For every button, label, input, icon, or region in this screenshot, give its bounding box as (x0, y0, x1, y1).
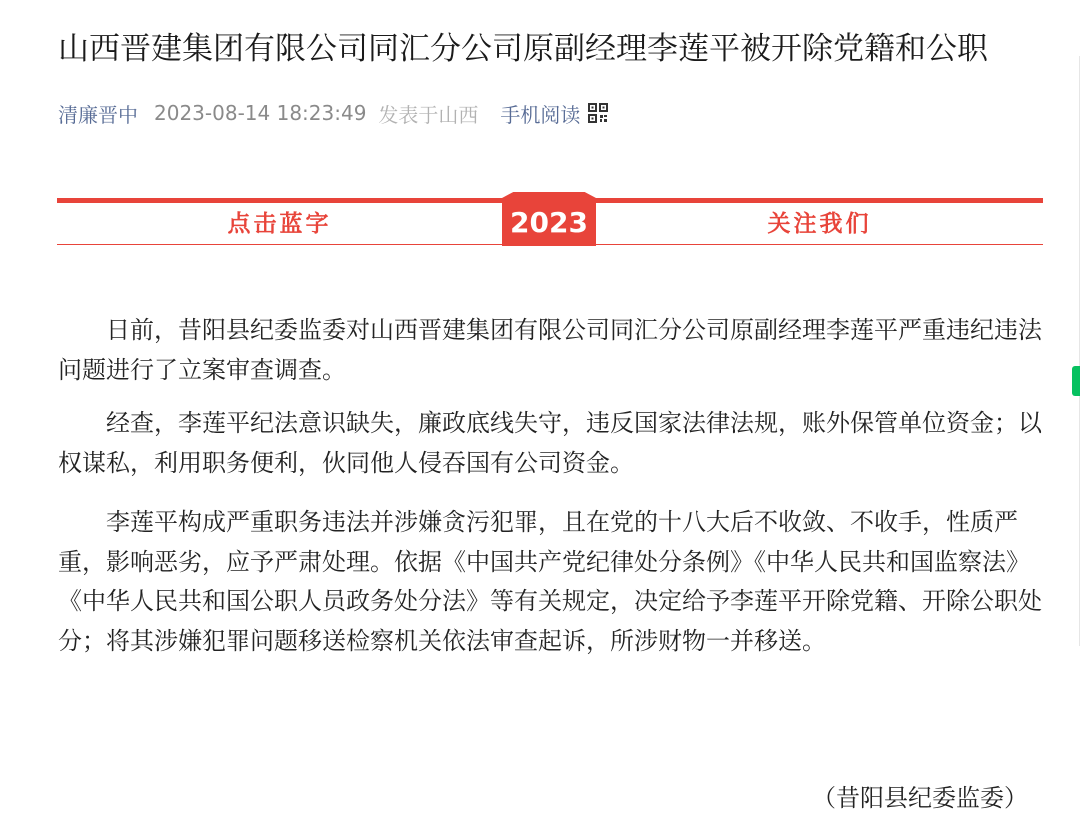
qrcode-icon[interactable] (588, 103, 608, 123)
account-name-link[interactable]: 清廉晋中 (58, 102, 138, 127)
mobile-read-link[interactable]: 手机阅读 (500, 102, 581, 127)
banner-click-text: 点击蓝字 (227, 211, 332, 237)
body-paragraph-2: 经查，李莲平纪法意识缺失，廉政底线失守，违反国家法律法规，账外保管单位资金；以权谋私，利用职务便利，伙同他人侵吞国有公司资金。 (58, 409, 1042, 477)
side-float-tab[interactable] (1072, 366, 1080, 396)
body-paragraph-3: 李莲平构成严重职务违法并涉嫌贪污犯罪，且在党的十八大后不收敛、不收手，性质严重，影响恶劣，应予严肃处理。依据《中国共产党纪律处分条例》《中华人民共和国监察法》《中华人民共和国公职人员政务处分法》等有关规定，决定给予李莲平开除党籍、开除公职处分；将其涉嫌犯罪问题移送检察机关依法审查起诉，所涉财物一并移送。 (58, 508, 1042, 655)
article-signature: （昔阳县纪委监委） (812, 784, 1028, 812)
article-title: 山西晋建集团有限公司同汇分公司原副经理李莲平被开除党籍和公职 (58, 31, 988, 67)
publish-time: 2023-08-14 18:23:49 (154, 101, 367, 125)
body-paragraph-1: 日前，昔阳县纪委监委对山西晋建集团有限公司同汇分公司原副经理李莲平严重违纪违法问题进行了立案审查调查。 (58, 316, 1042, 384)
banner-follow-text: 关注我们 (767, 211, 872, 237)
publish-location: 发表于山西 (378, 102, 479, 127)
article-meta (58, 97, 608, 129)
banner-year: 2023 (502, 198, 596, 246)
follow-banner (57, 190, 1043, 252)
banner-year-tab (502, 190, 596, 198)
